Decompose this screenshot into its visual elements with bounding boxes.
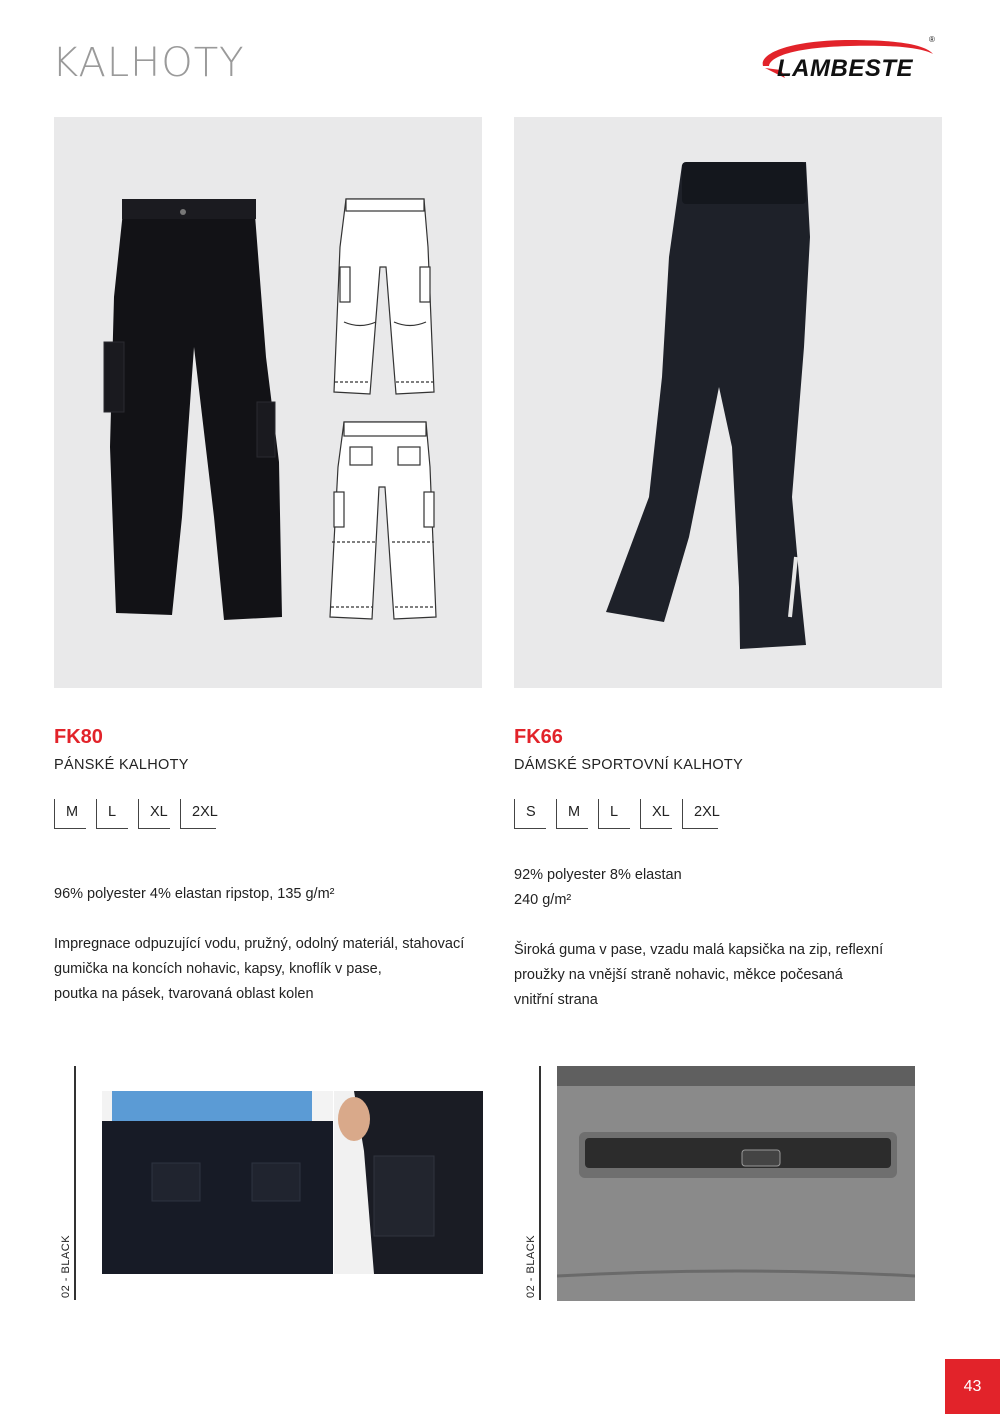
divider (539, 1066, 541, 1300)
size-option: XL (640, 799, 672, 829)
size-option: M (556, 799, 588, 829)
divider (74, 1066, 76, 1300)
size-option: L (96, 799, 128, 829)
color-label: 02 - BLACK (60, 1234, 72, 1298)
page-number: 43 (945, 1359, 1000, 1414)
detail-photo-back-pockets (102, 1091, 333, 1274)
size-option: L (598, 799, 630, 829)
size-option: M (54, 799, 86, 829)
product-material: 96% polyester 4% elastan ripstop, 135 g/m² (54, 886, 335, 902)
size-option: 2XL (682, 799, 718, 829)
color-label: 02 - BLACK (525, 1234, 537, 1298)
product-photo-fk80 (54, 117, 482, 688)
page-title: KALHOTY (52, 40, 245, 86)
size-list (54, 799, 216, 829)
brand-logo (755, 30, 940, 85)
product-name: PÁNSKÉ KALHOTY (54, 757, 189, 773)
product-photo-fk66 (514, 117, 942, 688)
product-description: Široká guma v pase, vzadu malá kapsička na zip, reflexní proužky na vnější straně nohavic, měkce počesaná vnitřní strana (514, 942, 884, 1008)
detail-photo-side-pocket (334, 1091, 483, 1274)
product-code: FK80 (54, 726, 103, 748)
detail-photo-zip-pocket (557, 1066, 915, 1301)
product-description: Impregnace odpuzující vodu, pružný, odolný materiál, stahovací gumička na koncích nohavic, kapsy, knoflík v pase, poutka na pásek, tvarovaná oblast kolen (54, 936, 465, 1002)
size-option: 2XL (180, 799, 216, 829)
product-name: DÁMSKÉ SPORTOVNÍ KALHOTY (514, 757, 744, 773)
svg-text:®: ® (929, 35, 935, 44)
svg-text:LAMBESTE: LAMBESTE (777, 55, 913, 82)
size-list (514, 799, 718, 829)
size-option: S (514, 799, 546, 829)
size-option: XL (138, 799, 170, 829)
product-code: FK66 (514, 726, 563, 748)
product-material: 92% polyester 8% elastan 240 g/m² (514, 867, 682, 908)
